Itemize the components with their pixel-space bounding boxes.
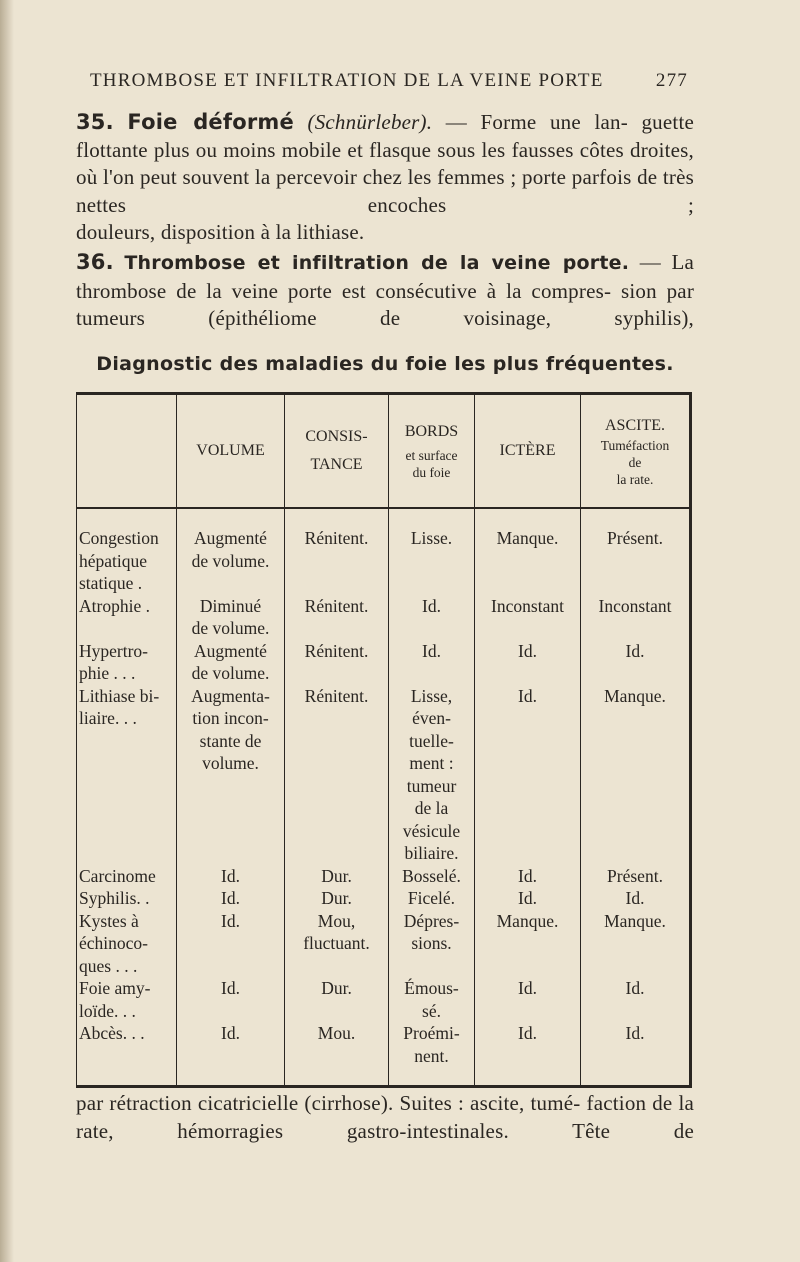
cell-line: ment :: [409, 753, 454, 773]
cell-disease: [77, 527, 177, 595]
table-row: [77, 887, 691, 910]
cell-line: Abcès. . .: [79, 1023, 145, 1043]
table-row: [77, 977, 691, 1022]
cell-line: biliaire.: [404, 843, 459, 863]
cell-disease: [77, 977, 177, 1022]
cell-line: Hypertro-: [79, 640, 149, 661]
table-row: [77, 865, 691, 888]
cell-line: Dépres-: [403, 910, 460, 931]
cell-line: Mou,: [317, 910, 356, 931]
cell-line: Manque.: [496, 910, 559, 931]
cell-line: statique .: [79, 573, 143, 593]
cell-line: Proémi-: [403, 1023, 460, 1043]
text-line: faction de la rate, hémorragies gastro-intestinales. Tête de: [76, 1091, 695, 1143]
cell-consistance: [285, 865, 389, 888]
diagnosis-table: [76, 392, 692, 1088]
cell-line: nent.: [414, 1045, 449, 1066]
cell-consistance: [285, 977, 389, 1022]
cell-line: stante de: [199, 730, 262, 751]
cell-line: Émous-: [404, 978, 459, 998]
paragraph-heading: Thrombose et infiltration de la veine porte.: [124, 252, 630, 274]
cell-line: Id.: [221, 1023, 240, 1043]
text-line: chez les femmes ; porte parfois de très nettes encoches ;: [76, 165, 695, 217]
paragraph-continued: [76, 1090, 694, 1145]
cell-ascite: [581, 865, 691, 888]
header-consistance: CONSIS- TANCE: [285, 394, 389, 509]
cell-line: liaire. . .: [79, 708, 137, 728]
cell-ictere: [475, 595, 581, 640]
cell-ascite: [581, 1022, 691, 1087]
cell-ictere: [475, 685, 581, 865]
cell-volume: [177, 1022, 285, 1087]
cell-line: de volume.: [191, 550, 270, 571]
cell-line: Bosselé.: [402, 865, 461, 886]
cell-line: Manque.: [496, 528, 559, 548]
cell-line: Augmenta-: [191, 685, 270, 706]
text-line: — La: [639, 250, 695, 274]
cell-consistance: [285, 887, 389, 910]
text-line: thrombose de la veine porte est consécutive à la compres-: [76, 278, 612, 303]
table-row: [77, 640, 691, 685]
cell-disease: [77, 865, 177, 888]
cell-line: volume.: [202, 753, 259, 773]
cell-line: Id.: [625, 640, 645, 661]
paragraph-36: [76, 249, 694, 333]
cell-ascite: [581, 977, 691, 1022]
cell-line: Diminué: [199, 595, 262, 616]
cell-line: tuelle-: [409, 730, 454, 751]
cell-line: Id.: [422, 595, 441, 616]
cell-line: loïde. . .: [79, 1000, 136, 1021]
cell-consistance: [285, 640, 389, 685]
cell-ascite: [581, 887, 691, 910]
cell-line: tumeur: [406, 775, 457, 796]
cell-line: Mou.: [317, 1023, 356, 1043]
cell-disease: [77, 640, 177, 685]
cell-line: Id.: [625, 888, 645, 908]
table-row: [77, 910, 691, 978]
cell-line: Inconstant: [491, 595, 564, 616]
cell-line: sé.: [422, 1000, 441, 1021]
cell-line: Id.: [518, 685, 537, 706]
cell-volume: [177, 685, 285, 865]
cell-line: Id.: [625, 978, 645, 998]
cell-line: Ficelé.: [407, 888, 456, 908]
running-head-title: THROMBOSE ET INFILTRATION DE LA VEINE PORTE: [90, 70, 604, 91]
cell-line: sions.: [411, 933, 452, 953]
paragraph-number: 35.: [76, 110, 114, 134]
cell-consistance: [285, 595, 389, 640]
cell-line: phie . . .: [79, 663, 136, 683]
cell-line: Id.: [221, 865, 240, 886]
cell-line: Rénitent.: [304, 528, 369, 548]
cell-line: Id.: [625, 1023, 645, 1043]
cell-line: Dur.: [321, 865, 352, 886]
cell-line: Présent.: [607, 865, 663, 886]
cell-bords: [389, 977, 475, 1022]
cell-line: Atrophie .: [79, 595, 150, 616]
paragraph-heading: Foie déformé: [127, 110, 294, 134]
cell-line: de volume.: [191, 618, 270, 638]
cell-line: Augmenté: [194, 528, 267, 548]
cell-line: tion incon-: [192, 708, 269, 728]
cell-ictere: [475, 1022, 581, 1087]
cell-line: Syphilis. .: [79, 888, 150, 908]
table-header-row: [77, 394, 691, 509]
table-row: [77, 685, 691, 865]
cell-bords: [389, 910, 475, 978]
cell-line: Augmenté: [194, 640, 267, 661]
cell-line: Dur.: [321, 888, 352, 908]
cell-line: Lisse.: [410, 528, 453, 548]
cell-line: Manque.: [604, 685, 666, 706]
cell-consistance: [285, 527, 389, 595]
cell-ascite: [581, 685, 691, 865]
cell-line: Congestion: [79, 528, 159, 548]
cell-line: Foie amy-: [79, 978, 151, 998]
cell-disease: [77, 595, 177, 640]
cell-ascite: [581, 910, 691, 978]
cell-line: Id.: [221, 888, 240, 908]
header-disease: [77, 394, 177, 509]
cell-volume: [177, 977, 285, 1022]
cell-line: de la: [414, 798, 449, 818]
cell-bords: [389, 887, 475, 910]
cell-line: échinoco-: [79, 933, 148, 953]
cell-line: Kystes à: [79, 910, 139, 931]
text-line: douleurs, disposition à la lithiase.: [76, 220, 365, 244]
paragraph-heading-italic: (Schnürleber).: [307, 110, 433, 134]
page-edge-shadow: [0, 0, 14, 1262]
cell-ictere: [475, 910, 581, 978]
cell-line: Inconstant: [598, 595, 672, 616]
cell-line: Rénitent.: [304, 595, 369, 616]
text-line: sion par tumeurs (épithéliome de voisinage, syphilis),: [76, 278, 695, 330]
cell-disease: [77, 887, 177, 910]
cell-line: Présent.: [607, 528, 663, 548]
paragraph-number: 36.: [76, 250, 114, 274]
cell-volume: [177, 595, 285, 640]
table-row: [77, 527, 691, 595]
table-title: Diagnostic des maladies du foie les plus fréquentes.: [96, 353, 674, 375]
cell-line: Dur.: [321, 978, 352, 998]
cell-volume: [177, 527, 285, 595]
cell-line: hépatique: [79, 550, 148, 571]
cell-disease: [77, 910, 177, 978]
cell-line: vésicule: [402, 820, 461, 841]
cell-line: Id.: [221, 978, 240, 998]
cell-line: de volume.: [191, 663, 270, 683]
cell-line: Manque.: [604, 910, 666, 931]
cell-bords: [389, 527, 475, 595]
text-line: — Forme une lan-: [445, 110, 628, 134]
cell-disease: [77, 1022, 177, 1087]
cell-bords: [389, 685, 475, 865]
table-row: [77, 595, 691, 640]
cell-volume: [177, 887, 285, 910]
cell-consistance: [285, 685, 389, 865]
cell-line: Rénitent.: [304, 640, 369, 661]
cell-line: Id.: [518, 865, 537, 886]
cell-line: Lithiase bi-: [79, 685, 160, 706]
cell-disease: [77, 685, 177, 865]
cell-line: fluctuant.: [303, 933, 370, 953]
cell-line: Rénitent.: [304, 685, 369, 706]
paragraph-35: [76, 109, 694, 247]
cell-line: Lisse,: [410, 685, 453, 706]
cell-bords: [389, 595, 475, 640]
cell-bords: [389, 1022, 475, 1087]
table-row: [77, 1022, 691, 1087]
cell-ascite: [581, 595, 691, 640]
cell-line: Id.: [422, 640, 441, 661]
cell-ascite: [581, 640, 691, 685]
text-line: guette flottante plus ou moins mobile et flasque sous les: [76, 110, 694, 162]
cell-line: Id.: [518, 888, 537, 908]
cell-consistance: [285, 1022, 389, 1087]
cell-ictere: [475, 887, 581, 910]
text-line: fausses côtes droites, où l'on peut souvent la percevoir: [76, 137, 694, 189]
cell-volume: [177, 865, 285, 888]
cell-line: Id.: [518, 640, 537, 661]
header-volume: VOLUME: [177, 394, 285, 509]
cell-line: Id.: [221, 910, 240, 931]
cell-line: Id.: [518, 978, 537, 998]
cell-line: Carcinome: [79, 865, 156, 886]
cell-bords: [389, 865, 475, 888]
page-number: 277: [655, 70, 688, 91]
text-line: par rétraction cicatricielle (cirrhose). Suites : ascite, tumé-: [76, 1091, 581, 1115]
running-head: [90, 70, 688, 92]
header-ascite: ASCITE. Tuméfaction de la rate.: [581, 394, 691, 509]
cell-line: éven-: [412, 708, 451, 728]
cell-volume: [177, 640, 285, 685]
header-ictere: ICTÈRE: [475, 394, 581, 509]
cell-volume: [177, 910, 285, 978]
cell-ictere: [475, 640, 581, 685]
cell-ictere: [475, 977, 581, 1022]
cell-line: Id.: [518, 1023, 537, 1043]
cell-bords: [389, 640, 475, 685]
cell-ascite: [581, 527, 691, 595]
cell-consistance: [285, 910, 389, 978]
cell-ictere: [475, 865, 581, 888]
table-body: [77, 508, 691, 1087]
table-spacer-row: [77, 508, 691, 527]
cell-ictere: [475, 527, 581, 595]
header-bords: BORDS et surface du foie: [389, 394, 475, 509]
cell-line: ques . . .: [79, 955, 138, 976]
